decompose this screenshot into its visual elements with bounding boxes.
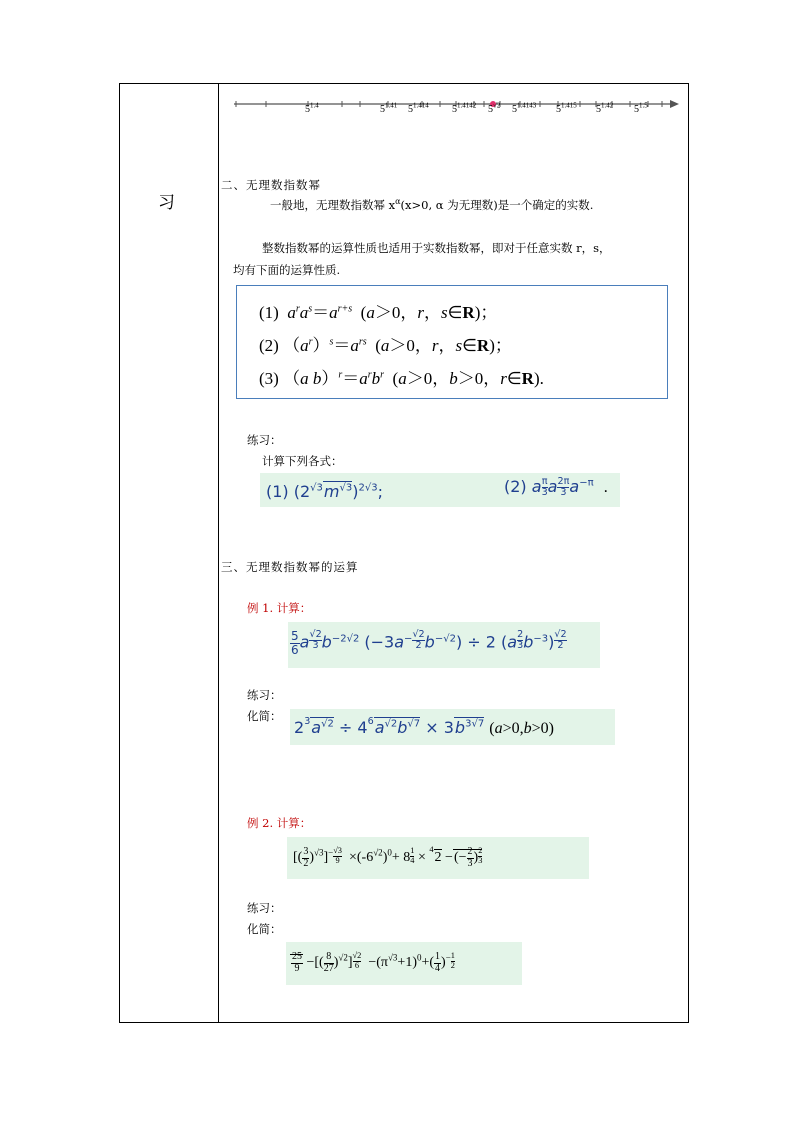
side-label: 习 — [158, 193, 175, 213]
table-frame — [119, 83, 689, 1023]
example-1-label: 例 1. 计算： — [247, 601, 312, 615]
property-2-num: (2) — [259, 336, 279, 355]
property-2: (2) $(a^r)^s=a^{rs}$ (a＞0，r，s∈R)； — [259, 336, 512, 355]
example-1-formula-box — [288, 622, 600, 668]
example-2-label: 例 2. 计算： — [247, 816, 312, 830]
section2-heading: 二、无理数指数幂 — [221, 178, 321, 192]
example-1-formula: $\frac{5}{6}$ a $\frac{√2}{3}$ $b^{-2√2}$ (−3a− $\frac{√2}{2}$ $b^{-√2}) \div 2$ (a $\frac{2}{3}$ $b^{-3}$) $\frac{√2}{2}$ — [291, 629, 567, 657]
property-1: (1) $a^ra^s=a^{r+s}$ (a＞0，r，s∈R)； — [259, 303, 498, 322]
number-line-label: $5^{1.5}$ — [634, 101, 648, 115]
practice-label-2: 练习： — [247, 688, 282, 702]
practice-instruction-3: 化简： — [247, 922, 282, 936]
practice-formula-box-1 — [260, 473, 620, 507]
example-2-formula-box — [287, 837, 589, 879]
practice-formula-2: $2^3a^{√2} \div 4^6a^{√2}b^{√7} \times 3b^{3√7}$ (a>0,b>0) — [294, 716, 554, 737]
intro-line — [270, 197, 593, 213]
property-1-num: (1) — [259, 303, 279, 322]
practice-label-1: 练习： — [247, 433, 282, 447]
number-line-label: $5^{1.42}$ — [596, 101, 614, 115]
number-line-label: $5^{√2}$ — [488, 101, 501, 115]
number-line-label: $5^{1.4142}$ — [452, 101, 477, 115]
practice-formula-1b: (2) a $\frac{\pi}{3}$ a $\frac{2\pi}{3}$ $a^{-\pi}$ . — [504, 476, 608, 499]
practice-instruction-1: 计算下列各式： — [262, 454, 343, 468]
section3-heading: 三、无理数指数幂的运算 — [221, 560, 359, 574]
intro-sup: α — [395, 197, 401, 207]
practice-label-3: 练习： — [247, 901, 282, 915]
number-line-label: $5^{1.4143}$ — [512, 101, 537, 115]
number-line-label: $5^{1.415}$ — [556, 101, 577, 115]
number-line-arrow — [670, 100, 679, 108]
practice-formula-1a: (1) $(2^{√3}m^{√3})^{2√3}$; — [266, 482, 383, 501]
column-divider — [218, 83, 219, 1023]
para-line-2: 均有下面的运算性质. — [233, 263, 341, 277]
number-line-label: $5^{1.414}$ — [408, 101, 429, 115]
property-3-num: (3) — [259, 369, 279, 388]
properties-box — [236, 285, 668, 399]
number-line-label: $5^{1.4}$ — [305, 101, 319, 115]
intro-text: 一般地，无理数指数幂 x — [270, 198, 396, 212]
number-line-label: $5^{1.41}$ — [380, 101, 398, 115]
intro-rest: (x>0, α 为无理数)是一个确定的实数. — [400, 198, 594, 212]
property-3: (3) （a $b)^r=a^rb^r$ (a＞0，b＞0，r∈R). — [259, 369, 544, 388]
practice-formula-box-2 — [290, 709, 615, 745]
practice-instruction-2: 化简： — [247, 709, 282, 723]
practice-formula-box-3 — [286, 942, 522, 985]
practice-formula-3: $\frac{25}{9}$ −[( $\frac{8}{27}$ )$^{√2}$] $\frac{√2}{6}$ $-(\pi^{√3}+1)^0+$( $\frac{1}{4}$ )− $\frac{1}{2}$ — [292, 951, 455, 974]
para-line-1: 整数指数幂的运算性质也适用于实数指数幂，即对于任意实数 r，s， — [262, 241, 611, 255]
example-2-formula: [( $\frac{3}{2}$ )$^{√3}$]− $\frac{√3}{9}$ $\times(-6^{√2})^0+ 8$ $\frac{1}{4}$ × $^4$2 −(− $\frac{2}{3}$ ) $\frac{2}{3}$ — [293, 845, 483, 869]
